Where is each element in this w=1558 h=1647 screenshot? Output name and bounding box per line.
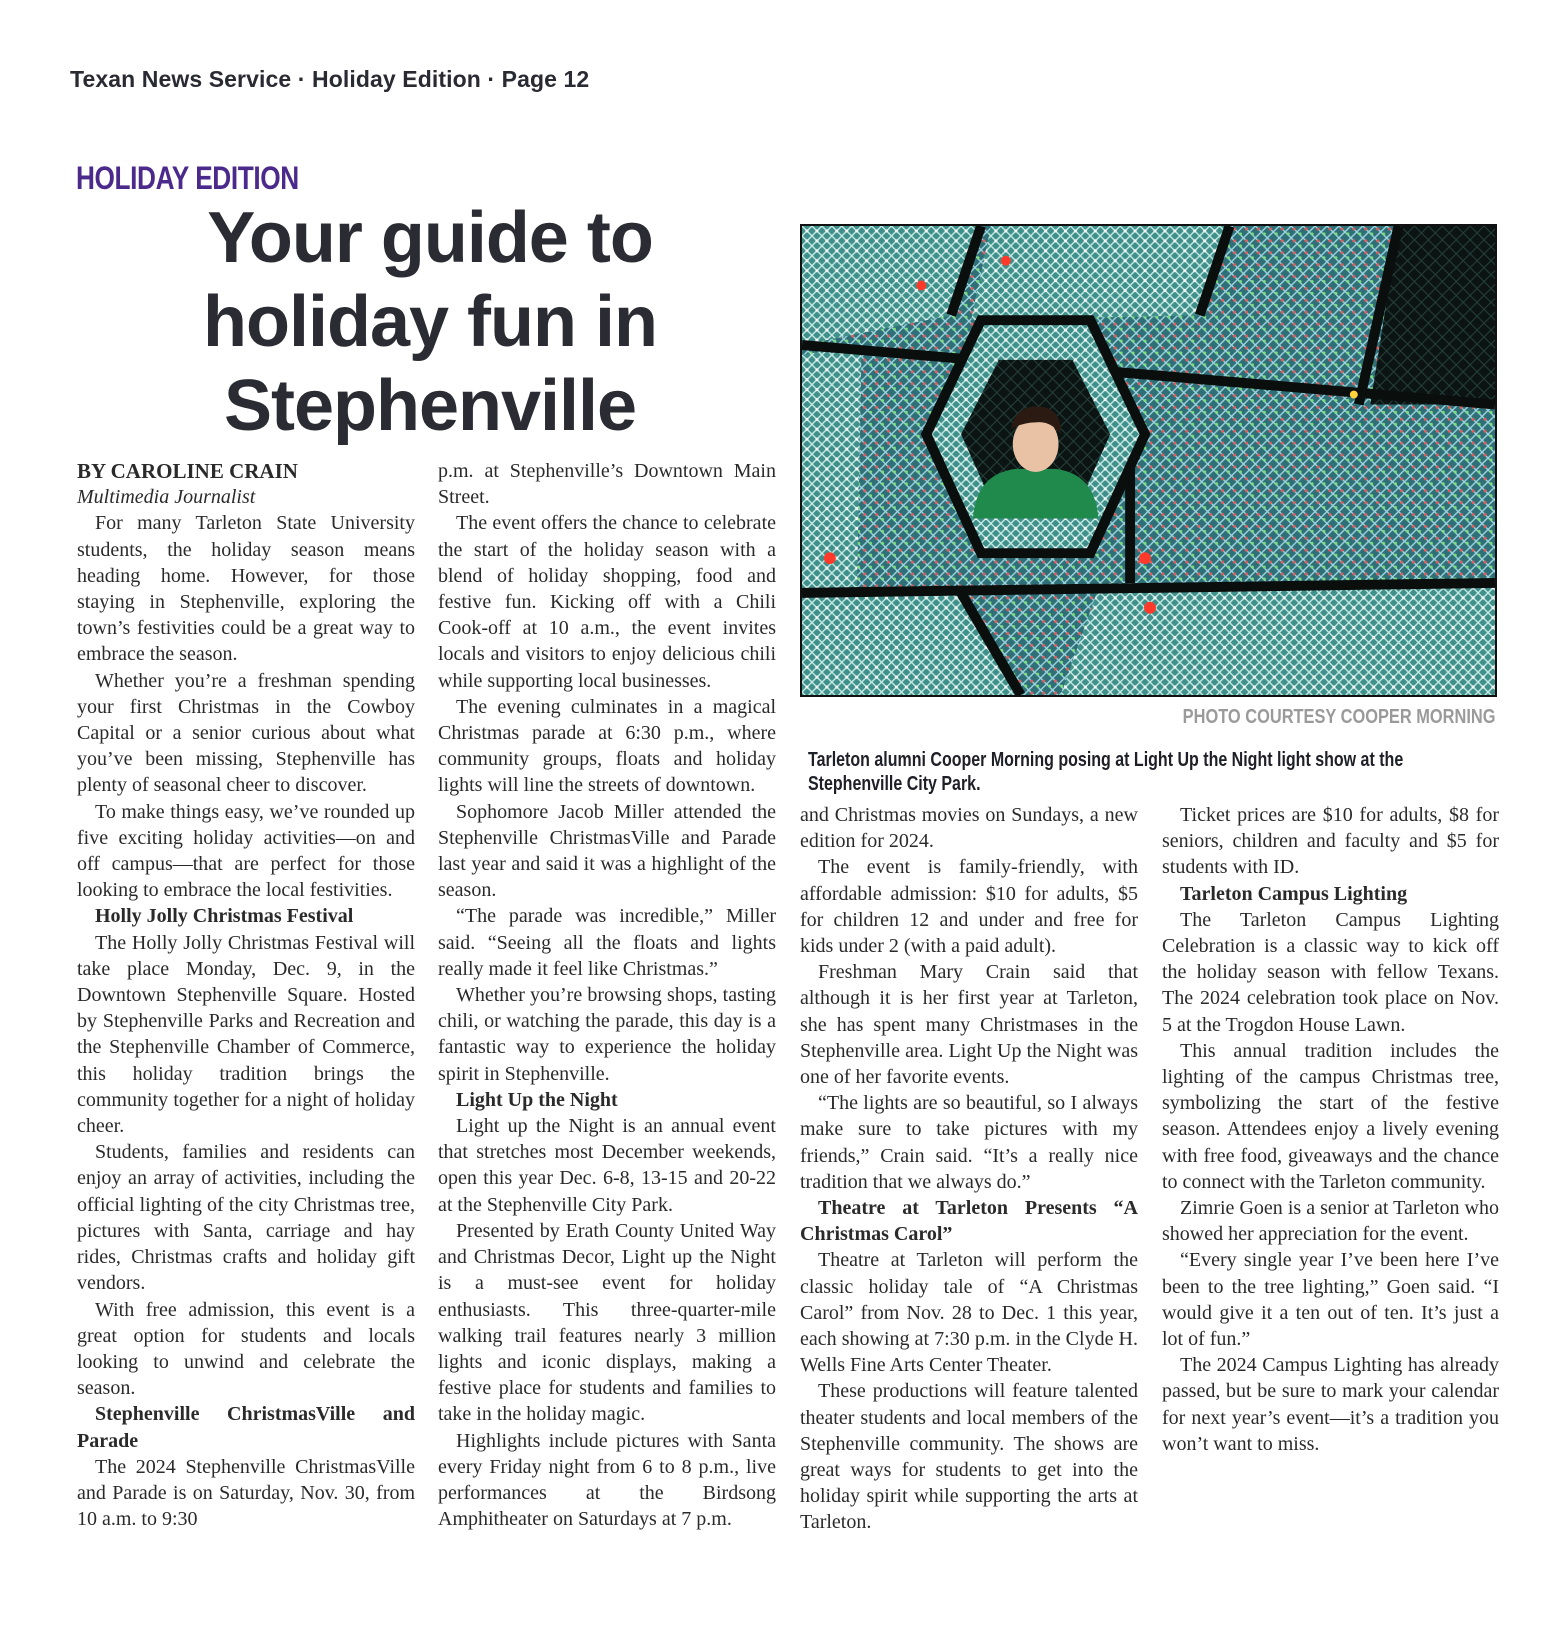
light-display-image [802, 226, 1495, 695]
paragraph-continued: and Christmas movies on Sundays, a new edition for 2024. [800, 804, 1138, 853]
headline-line-1: Your guide to [207, 198, 653, 278]
paragraph: Theatre at Tarleton will perform the classic holiday tale of “A Christmas Carol” from Nov. 28 to Dec. 1 this year, each showing at 7:30 p.m. in the Clyde H. Wells Fine Arts Center Theater. [800, 1249, 1138, 1377]
article-column-2 [438, 458, 776, 1532]
byline-author: BY CAROLINE CRAIN [77, 459, 298, 483]
paragraph: Highlights include pictures with Santa every Friday night from 6 to 8 p.m., live performances at the Birdsong Amphitheater on Saturdays at 7 p.m. [438, 1429, 776, 1531]
paragraph: For many Tarleton State University students, the holiday season means heading home. However, for those staying in Stephenville, exploring the town’s festivities could be a great way to embrace the season. [77, 512, 415, 666]
paragraph: With free admission, this event is a great option for students and locals looking to unwind and celebrate the season. [77, 1298, 415, 1400]
section-kicker: HOLIDAY EDITION [76, 160, 299, 196]
paragraph: “Every single year I’ve been here I’ve been to the tree lighting,” Goen said. “I would give it a ten out of ten. It’s just a lot of fun.” [1162, 1249, 1499, 1351]
paragraph-continued: p.m. at Stephenville’s Downtown Main Street. [438, 460, 776, 509]
column-body [1162, 802, 1499, 1457]
section-subhead: Light Up the Night [456, 1088, 618, 1111]
section-subhead: Theatre at Tarleton Presents “A Christmas Carol” [800, 1197, 1138, 1246]
article-column-4 [1162, 802, 1499, 1457]
section-subhead: Stephenville ChristmasVille and Parade [77, 1403, 415, 1452]
paragraph: Ticket prices are $10 for adults, $8 for seniors, children and faculty and $5 for students with ID. [1162, 804, 1499, 879]
paragraph: “The parade was incredible,” Miller said. “Seeing all the floats and lights really made it feel like Christmas.” [438, 905, 776, 980]
section-subhead: Holly Jolly Christmas Festival [95, 905, 354, 928]
byline-role: Multimedia Journalist [77, 486, 256, 509]
paragraph: “The lights are so beautiful, so I always make sure to take pictures with my friends,” Crain said. “It’s a really nice tradition that we always do.” [800, 1092, 1138, 1193]
paragraph: Presented by Erath County United Way and Christmas Decor, Light up the Night is a must-see event for holiday enthusiasts. This three-quarter-mile walking trail features nearly 3 million lights and iconic displays, making a festive place for students and families to take in the holiday magic. [438, 1219, 776, 1426]
paragraph: The event offers the chance to celebrate the start of the holiday season with a blend of holiday shopping, food and festive fun. Kicking off with a Chili Cook-off at 10 a.m., the event invites locals and visitors to enjoy delicious chili while supporting local businesses. [438, 512, 776, 692]
paragraph: The event is family-friendly, with affordable admission: $10 for adults, $5 for children 12 and under and free for kids under 2 (with a paid adult). [800, 856, 1138, 958]
paragraph: This annual tradition includes the lighting of the campus Christmas tree, symbolizing the start of the festive season. Attendees enjoy a lively evening with free food, giveaways and the chance to connect with the Tarleton community. [1162, 1039, 1499, 1193]
paragraph: The Holly Jolly Christmas Festival will take place Monday, Dec. 9, in the Downtown Stephenville Square. Hosted by Stephenville Parks and Recreation and the Stephenville Chamber of Commerce, this holiday tradition brings the community together for a night of holiday cheer. [77, 931, 415, 1138]
paragraph: The Tarleton Campus Lighting Celebration is a classic way to kick off the holiday season with fellow Texans. The 2024 celebration took place on Nov. 5 at the Trogdon House Lawn. [1162, 908, 1499, 1036]
photo-caption: Tarleton alumni Cooper Morning posing at Light Up the Night light show at the Stephenville City Park. [808, 749, 1404, 795]
headline-line-3: Stephenville [223, 366, 637, 446]
paragraph: Zimrie Goen is a senior at Tarleton who showed her appreciation for the event. [1162, 1197, 1499, 1246]
paragraph: Sophomore Jacob Miller attended the Stephenville ChristmasVille and Parade last year and said it was a highlight of the season. [438, 800, 776, 902]
paragraph: The 2024 Campus Lighting has already passed, but be sure to mark your calendar for next year’s event—it’s a tradition you won’t want to miss. [1162, 1354, 1499, 1455]
paragraph: Freshman Mary Crain said that although it is her first year at Tarleton, she has spent many Christmases in the Stephenville area. Light Up the Night was one of her favorite events. [800, 961, 1138, 1089]
paragraph: To make things easy, we’ve rounded up five exciting holiday activities—on and off campus—that are perfect for those looking to embrace the local festivities. [77, 800, 415, 902]
article-column-3 [800, 802, 1138, 1536]
feature-photo [800, 224, 1497, 697]
paragraph: Students, families and residents can enjoy an array of activities, including the official lighting of the city Christmas tree, pictures with Santa, carriage and hay rides, Christmas crafts and holiday gift vendors. [77, 1141, 415, 1295]
photo-credit: PHOTO COURTESY COOPER MORNING [1183, 706, 1496, 728]
paragraph: Whether you’re browsing shops, tasting chili, or watching the parade, this day is a fantastic way to experience the holiday spirit in Stephenville. [438, 984, 776, 1085]
running-head: Texan News Service · Holiday Edition · Page 12 [70, 66, 590, 92]
column-body [77, 510, 415, 1532]
paragraph: The evening culminates in a magical Christmas parade at 6:30 p.m., where community groups, floats and holiday lights will line the streets of downtown. [438, 695, 776, 797]
article-column-1 [77, 458, 415, 1532]
column-body [438, 458, 776, 1532]
column-body [800, 802, 1138, 1536]
headline-line-2: holiday fun in [203, 282, 657, 362]
paragraph: The 2024 Stephenville ChristmasVille and Parade is on Saturday, Nov. 30, from 10 a.m. to 9:30 [77, 1455, 415, 1531]
headline [70, 196, 790, 448]
paragraph: Light up the Night is an annual event that stretches most December weekends, open this year Dec. 6-8, 13-15 and 20-22 at the Stephenville City Park. [438, 1115, 776, 1216]
paragraph: These productions will feature talented theater students and local members of the Stephenville community. The shows are great ways for students to get into the holiday spirit while supporting the arts at Tarleton. [800, 1380, 1138, 1534]
paragraph: Whether you’re a freshman spending your first Christmas in the Cowboy Capital or a senior curious about what you’ve been missing, Stephenville has plenty of seasonal cheer to discover. [77, 669, 415, 797]
section-subhead: Tarleton Campus Lighting [1180, 882, 1408, 905]
